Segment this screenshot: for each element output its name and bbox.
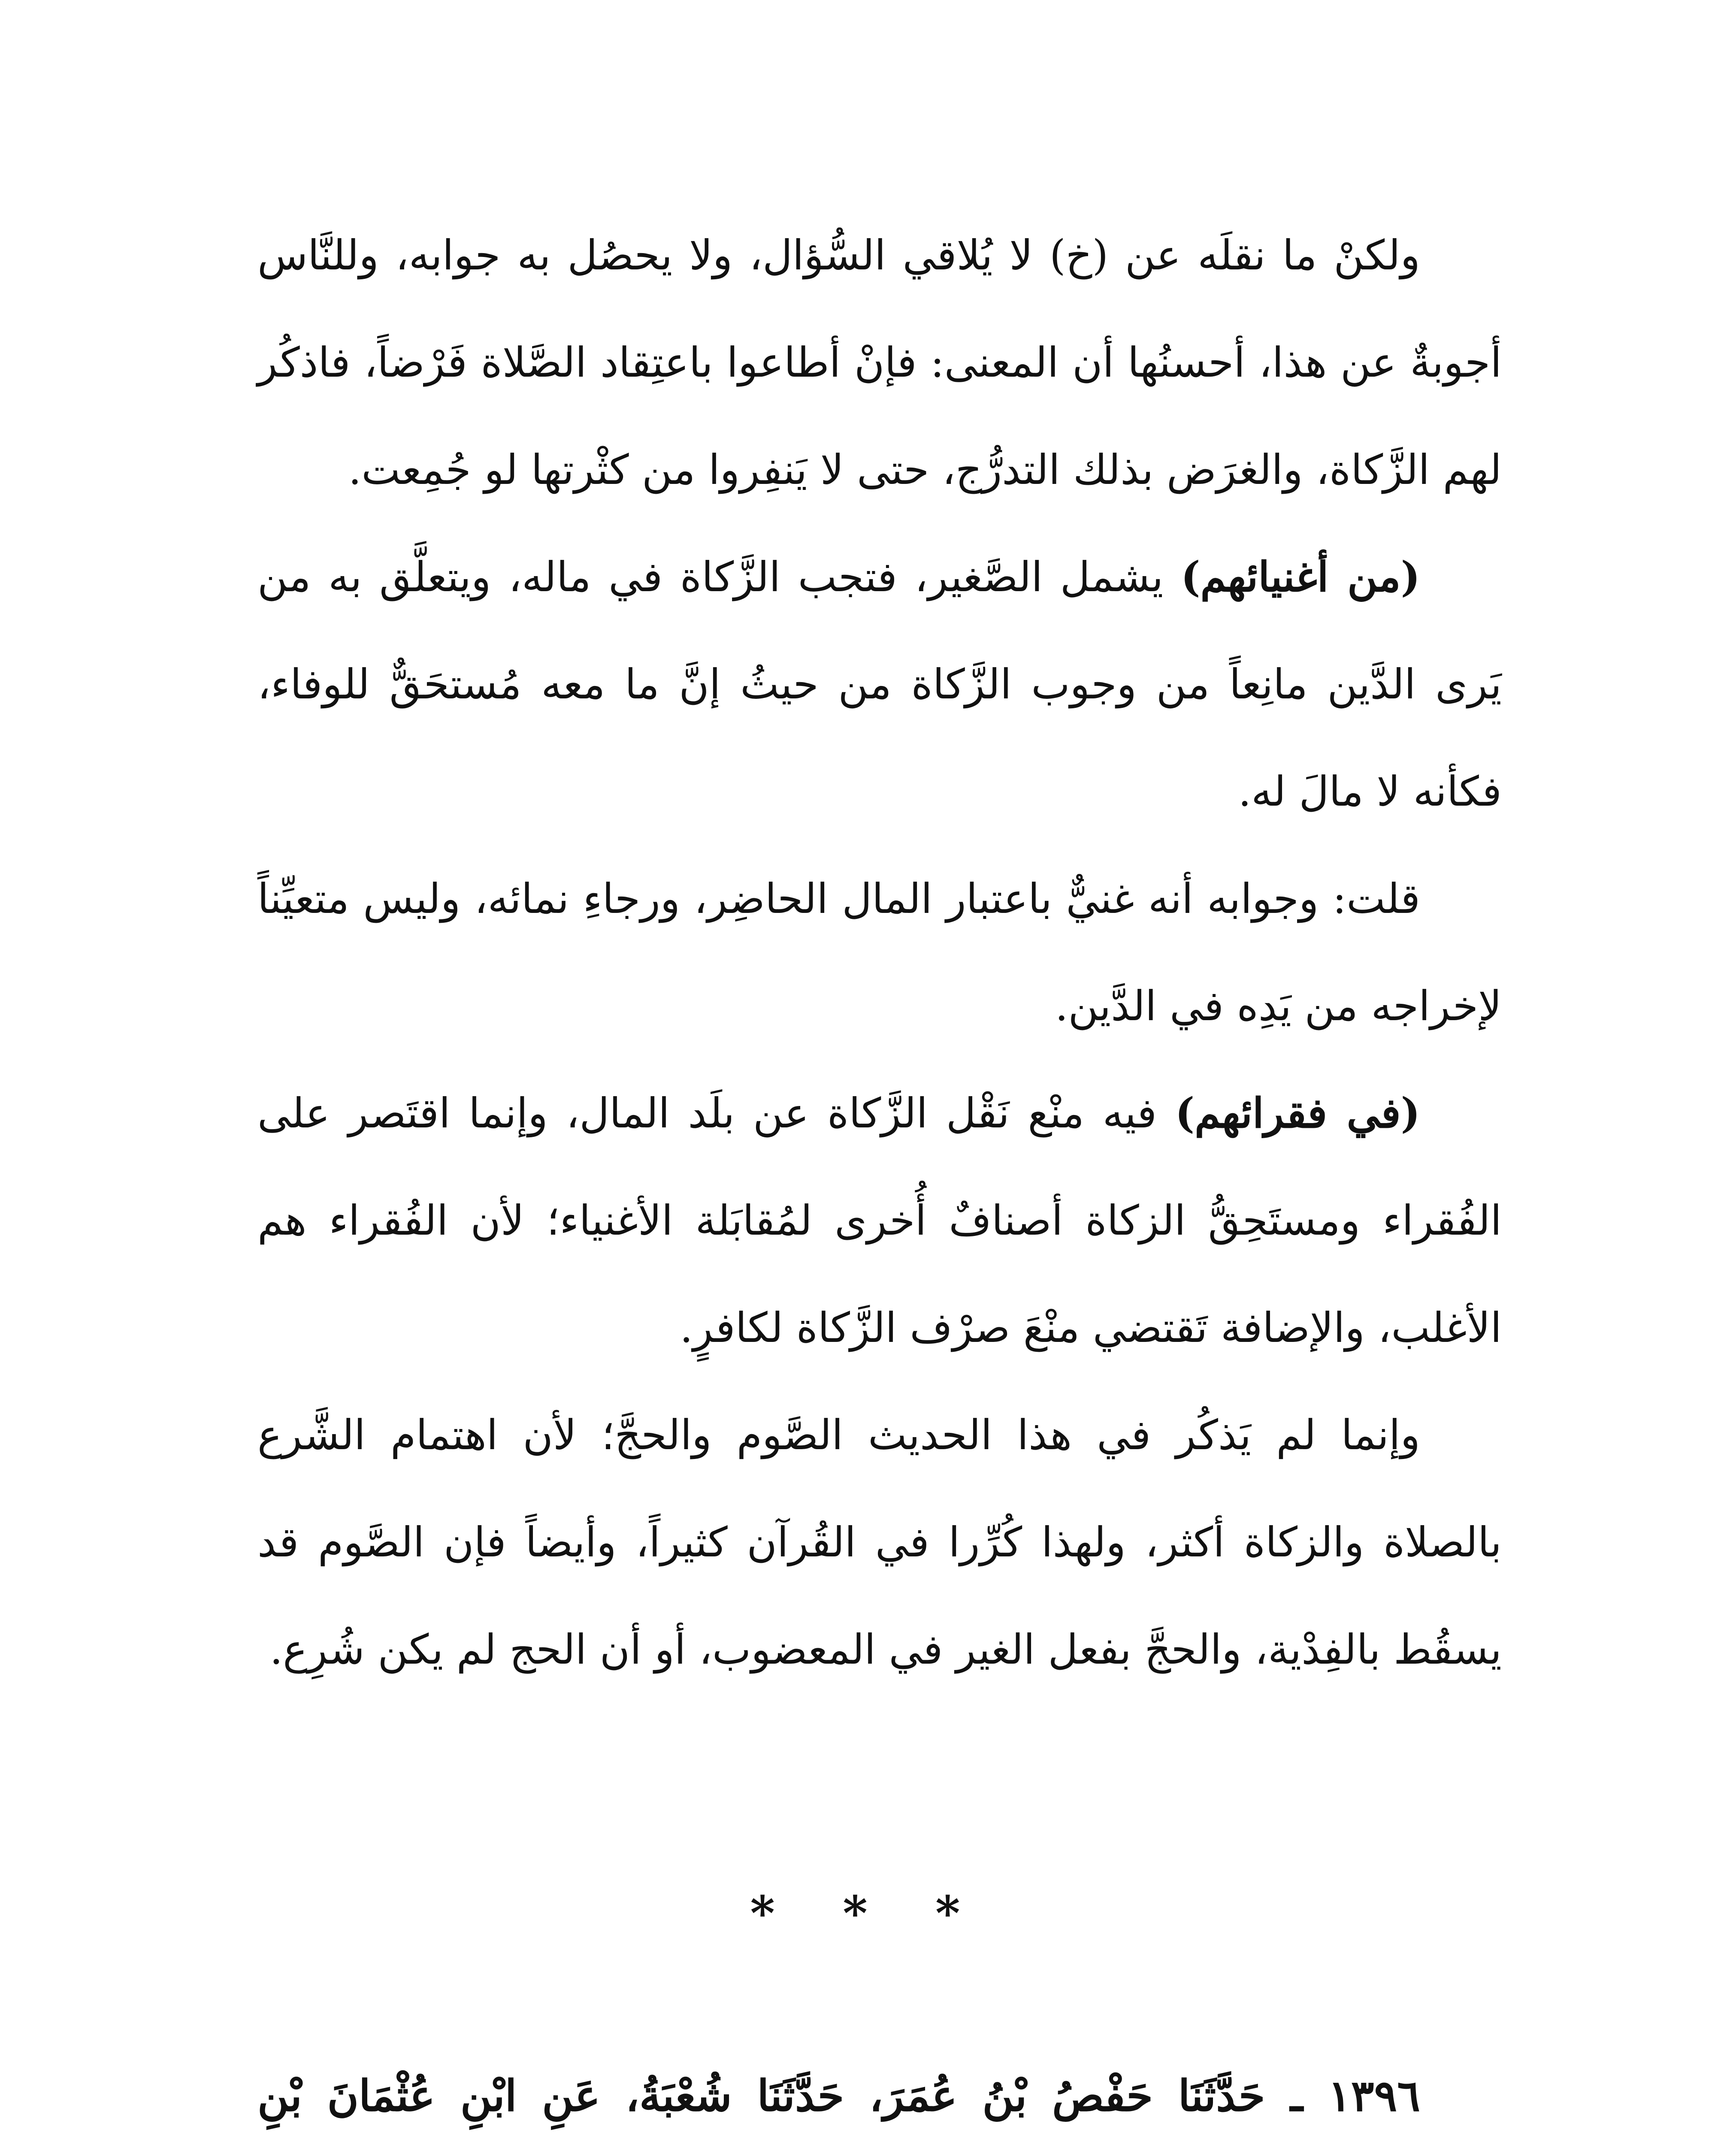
paragraph-3-body: قلت: وجوابه أنه غنيٌّ باعتبار المال الحاضِر، ورجاءِ نمائه، وليس متعيِّناً لإخراجه من يَدِه في الدَّين. [257,875,1502,1030]
commentary-text [257,202,1502,1703]
hadith-text [257,2038,1502,2145]
hadith-paragraph: ١٣٩٦ ـ حَدَّثَنَا حَفْصُ بْنُ عُمَرَ، حَدَّثَنَا شُعْبَةُ، عَنِ ابْنِ عُثْمَانَ بْنِ [257,2070,1420,2121]
paragraph-3 [257,845,1502,1060]
paragraph-2 [257,523,1502,845]
paragraph-2-lead: (من أغنيائهم) [1181,553,1421,601]
paragraph-4-lead: (في فقرائهم) [1175,1089,1421,1137]
paragraph-2-body: يشمل الصَّغير، فتجب الزَّكاة في ماله، ويتعلَّق به من يَرى الدَّين مانِعاً من وجوب الزَّكاة من حيثُ إنَّ ما معه مُستحَقٌّ للوفاء، فكأنه لا مالَ له. [257,553,1502,816]
paragraph-4 [257,1060,1502,1381]
paragraph-5-body: وإنما لم يَذكُر في هذا الحديث الصَّوم والحجَّ؛ لأن اهتمام الشَّرع بالصلاة والزكاة أكثر، ولهذا كُرِّرا في القُرآن كثيراً، وأيضاً فإن الصَّوم قد يسقُط بالفِدْية، والحجَّ بفعل الغير في المعضوب، أو أن الحج لم يكن شُرِع. [257,1411,1502,1674]
paragraph-5 [257,1381,1502,1703]
section-separator: * * * [750,1885,986,1941]
paragraph-4-body: فيه منْع نَقْل الزَّكاة عن بلَد المال، وإنما اقتَصر على الفُقراء ومستَحِقُّ الزكاة أصنافٌ أُخرى لمُقابَلة الأغنياء؛ لأن الفُقراء هم الأغلب، والإضافة تَقتضي منْعَ صرْف الزَّكاة لكافرٍ. [257,1089,1502,1352]
paragraph-1 [257,202,1502,523]
paragraph-1-body: ولكنْ ما نقلَه عن (خ) لا يُلاقي السُّؤال، ولا يحصُل به جوابه، وللنَّاس أجوبةٌ عن هذا، أحسنُها أن المعنى: فإنْ أطاعوا باعتِقاد الصَّلاة فَرْضاً، فاذكُر لهم الزَّكاة، والغرَض بذلك التدرُّج، حتى لا يَنفِروا من كثْرتها لو جُمِعت. [257,231,1502,494]
